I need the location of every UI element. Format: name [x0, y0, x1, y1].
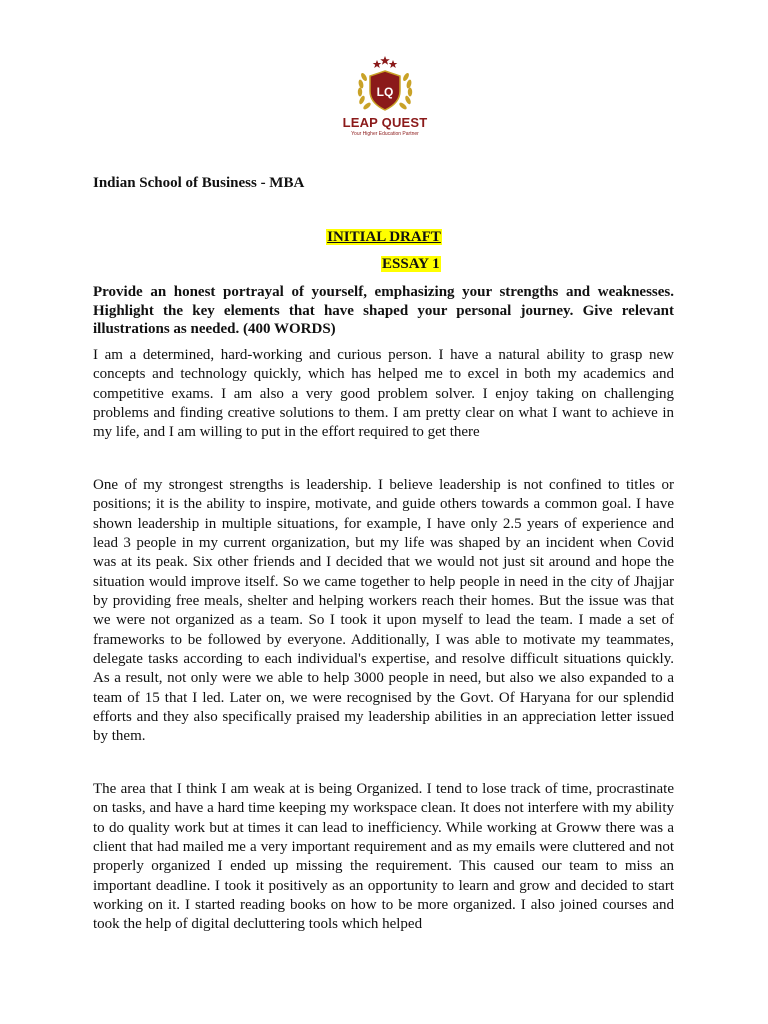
essay-paragraph: The area that I think I am weak at is being Organized. I tend to lose track of time, procrastinate on tasks, and have a hard time keeping my workspace clean. It does not interfere with my ability to do quality work but at times it can lead to inefficiency. While working at Groww there was a client that had mailed me a very important requirement and as my emails were cluttered and not properly organized I ended up missing the requirement. This caused our team to miss an important deadline. I took it positively as an opportunity to learn and grow and decided to start working on it. I started reading books on how to be more organized. I also joined courses and took the help of digital decluttering tools which helped	[93, 781, 674, 933]
essay-paragraph: I am a determined, hard-working and curious person. I have a natural ability to grasp new concepts and technology quickly, which has helped me to excel in both my academics and competitive exams. I am also a very good problem solver. I enjoy taking on challenging problems and finding creative solutions to them. I am pretty clear on what I want to achieve in my life, and I am willing to put in the effort required to get there	[93, 347, 674, 441]
brand-name: LEAP QUEST	[342, 115, 428, 130]
draft-label: INITIAL DRAFT	[327, 229, 441, 245]
leap-quest-logo	[330, 55, 440, 150]
brand-tagline: Your Higher Education Partner	[351, 131, 419, 137]
laurel-emblem-icon	[350, 55, 420, 117]
essay-label: ESSAY 1	[382, 256, 440, 272]
essay-prompt: Provide an honest portrayal of yourself, emphasizing your strengths and weaknesses. Highlight the key elements that have shaped your personal journey. Give relevant illustrations as needed. (400 WORDS)	[93, 284, 674, 337]
essay-paragraph: One of my strongest strengths is leadership. I believe leadership is not confined to titles or positions; it is the ability to inspire, motivate, and guide others towards a common goal. I have shown leadership in multiple situations, for example, I have only 2.5 years of experience and lead 3 people in my current organization, but my life was shaped by an incident when Covid was at its peak. Six other friends and I decided that we would not just sit around and hope the situation would improve itself. So we came together to help people in need in the city of Jhajjar by providing free meals, shelter and helping workers reach their homes. But the issue was that we were not organized as a team. So I took it upon myself to lead the team. I made a set of frameworks to be followed by everyone. Additionally, I was able to motivate my teammates, delegate tasks according to each individual's expertise, and resolve difficult situations quickly. As a result, not only were we able to help 3000 people in need, but also we also expanded to a team of 15 that I led. Later on, we were recognised by the Govt. Of Haryana for our splendid efforts and they also specifically praised my leadership abilities in an appreciation letter issued by them.	[93, 477, 674, 745]
essay-heading	[381, 255, 441, 273]
school-title: Indian School of Business - MBA	[93, 175, 305, 191]
draft-heading	[0, 228, 768, 246]
svg-text:LQ: LQ	[376, 85, 394, 99]
